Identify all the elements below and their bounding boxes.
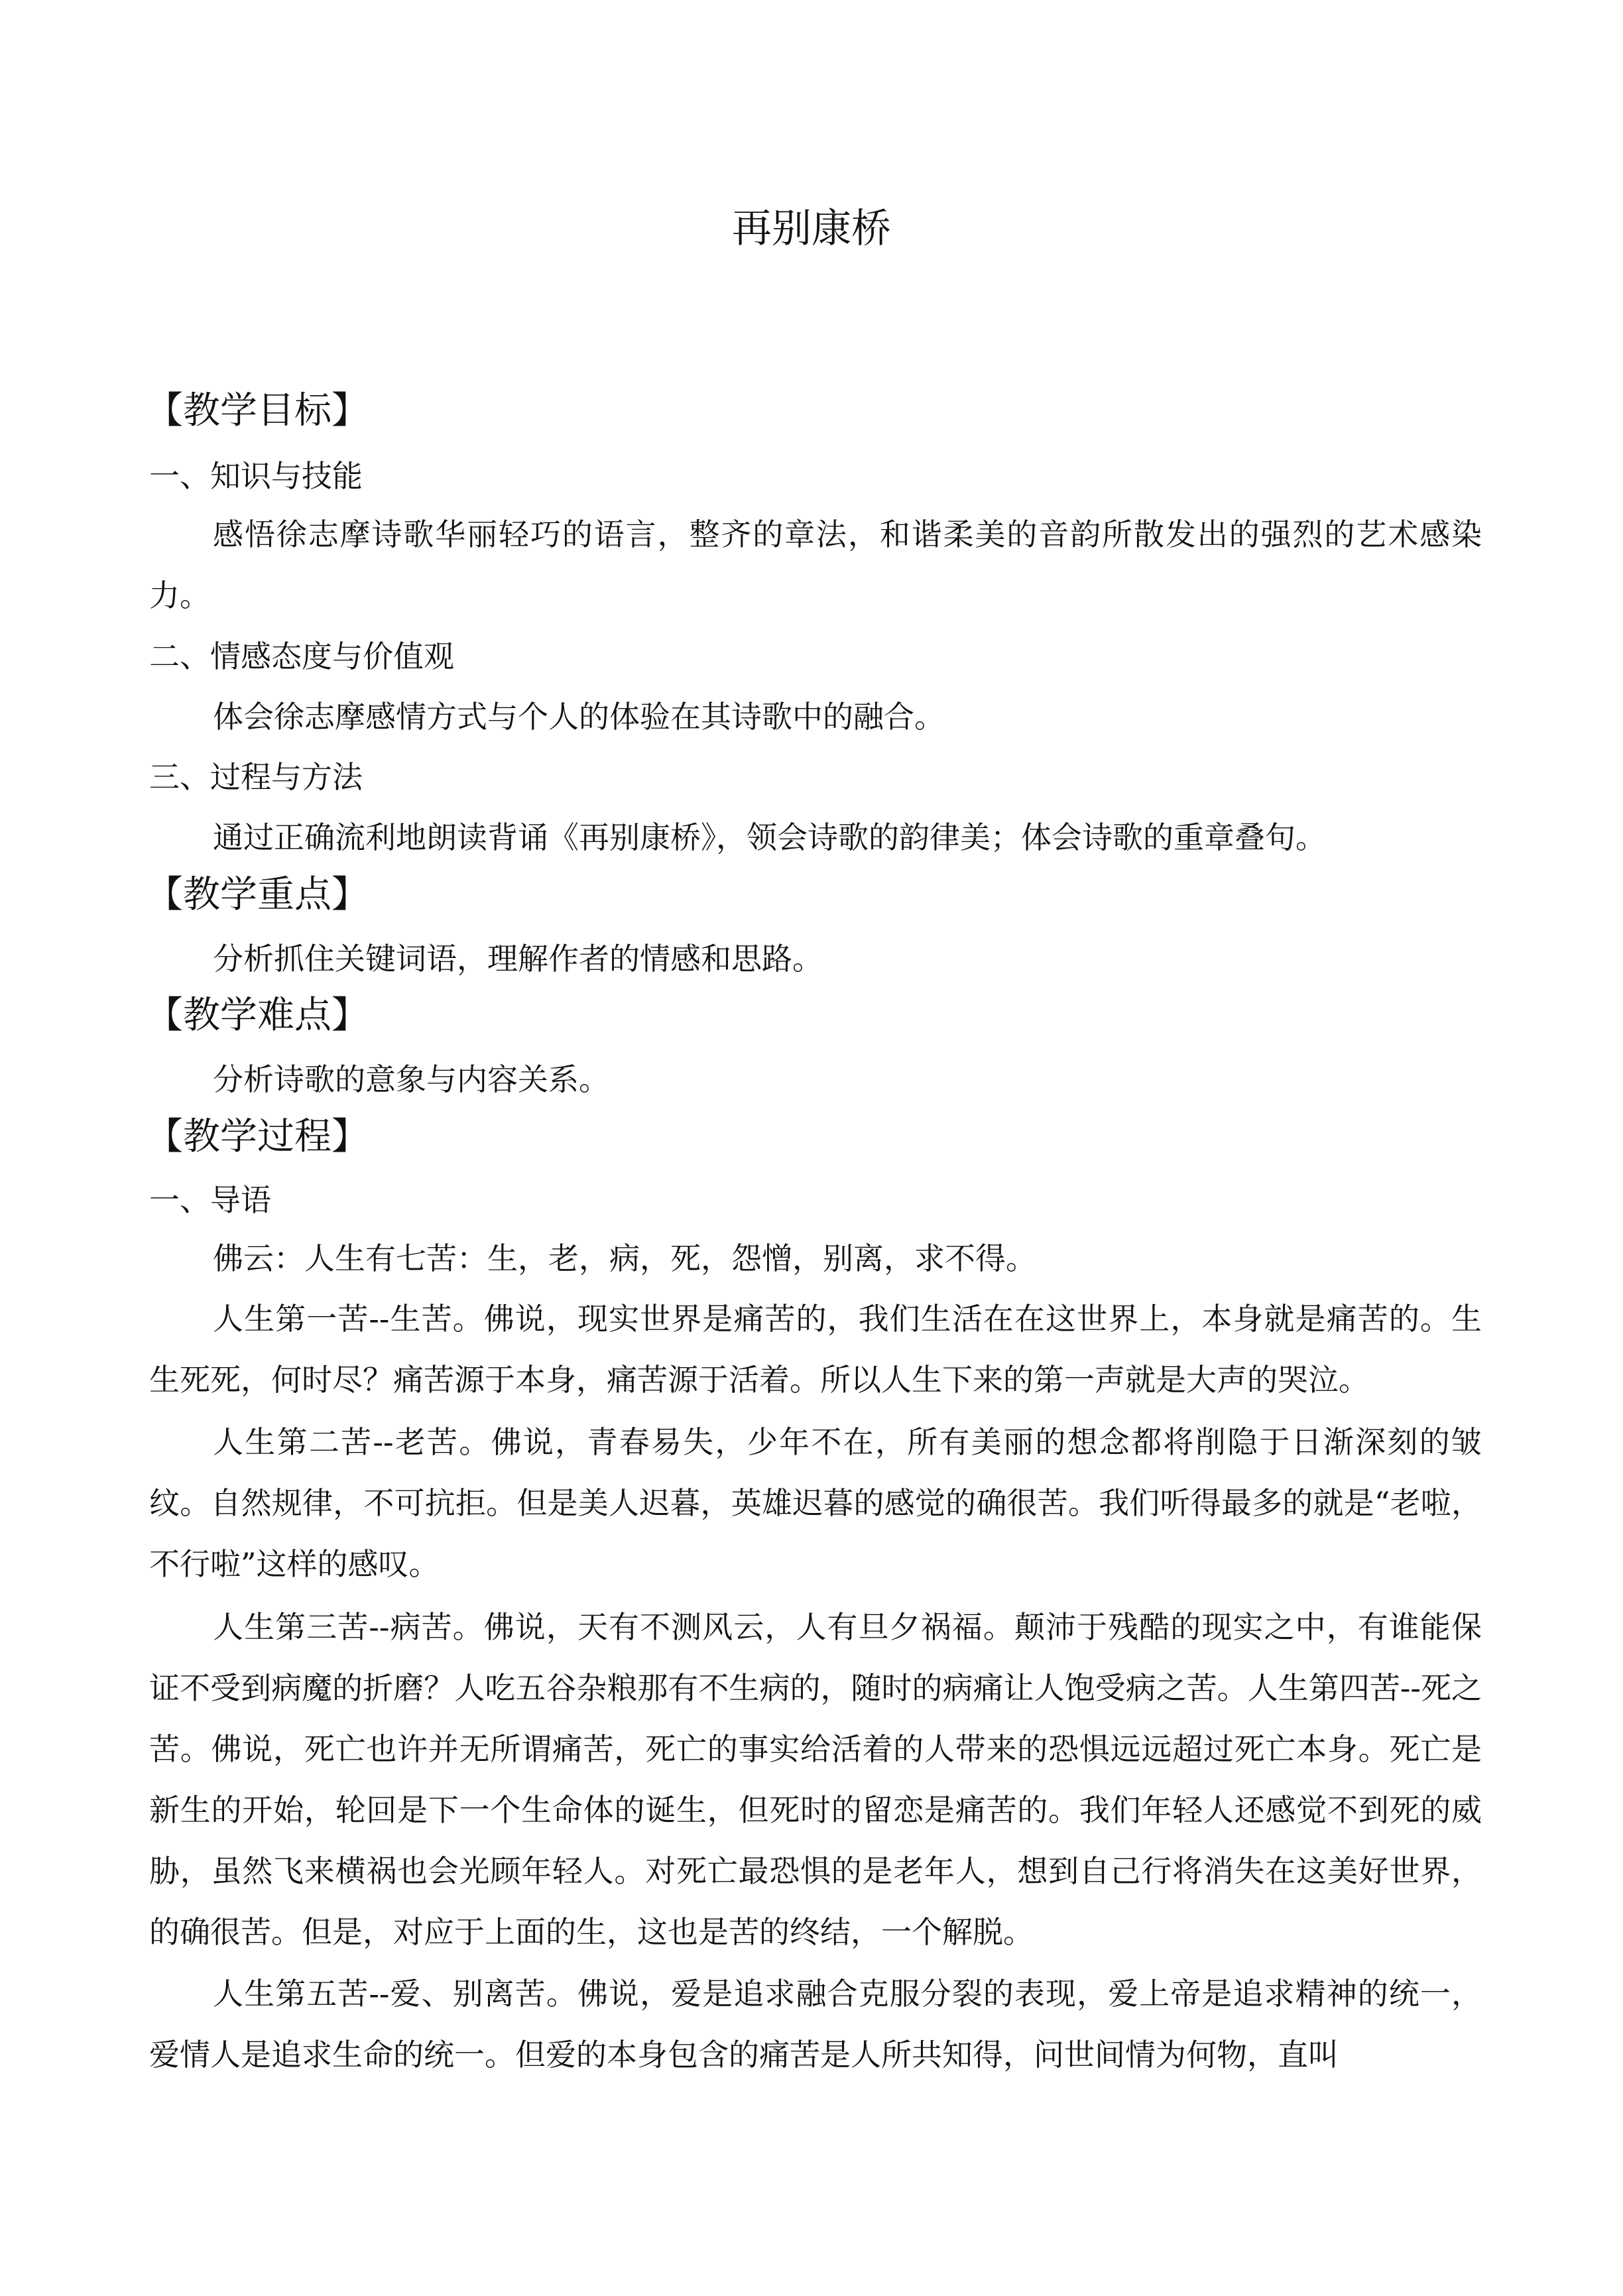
intro-title: 一、导语 [149, 1182, 271, 1218]
page-title: 再别康桥 [732, 206, 891, 252]
difficult-points-text: 分析诗歌的意象与内容关系。 [213, 1061, 609, 1097]
difficult-points-heading: 【教学难点】 [146, 994, 369, 1037]
intro-paragraph-4: 人生第三苦--病苦。佛说，天有不测风云，人有旦夕祸福。颠沛于残酷的现实之中，有谁能保证不受到病魔的折磨？人吃五谷杂粮那有不生病的，随时的病痛让人饱受病之苦。人生第四苦--死之苦。佛说，死亡也许并无所谓痛苦，死亡的事实给活着的人带来的恐惧远远超过死亡本身。死亡是新生的开始，轮回是下一个生命体的诞生，但死时的留恋是痛苦的。我们年轻人还感觉不到死的威胁，虽然飞来横祸也会光顾年轻人。对死亡最恐惧的是老年人，想到自己行将消失在这美好世界，的确很苦。但是，对应于上面的生，这也是苦的终结，一个解脱。 [149, 1609, 1482, 1950]
objective-3-title: 三、过程与方法 [149, 759, 363, 795]
objective-2-title: 二、情感态度与价值观 [149, 638, 454, 674]
intro-paragraph-1: 佛云：人生有七苦：生，老，病，死，怨憎，别离，求不得。 [213, 1240, 1036, 1276]
intro-paragraph-3: 人生第二苦--老苦。佛说，青春易失，少年不在，所有美丽的想念都将削隐于日渐深刻的皱纹。自然规律，不可抗拒。但是美人迟暮，英雄迟暮的感觉的确很苦。我们听得最多的就是“老啦，不行啦”这样的感叹。 [149, 1424, 1482, 1582]
key-points-text: 分析抓住关键词语，理解作者的情感和思路。 [213, 941, 823, 977]
objective-2-text: 体会徐志摩感情方式与个人的体验在其诗歌中的融合。 [213, 699, 945, 735]
process-heading: 【教学过程】 [146, 1115, 369, 1158]
objective-1-text: 感悟徐志摩诗歌华丽轻巧的语言，整齐的章法，和谐柔美的音韵所散发出的强烈的艺术感染力。 [149, 516, 1482, 613]
objective-3-text: 通过正确流利地朗读背诵《再别康桥》，领会诗歌的韵律美；体会诗歌的重章叠句。 [213, 819, 1326, 855]
intro-paragraph-5: 人生第五苦--爱、别离苦。佛说，爱是追求融合克服分裂的表现，爱上帝是追求精神的统一，爱情人是追求生命的统一。但爱的本身包含的痛苦是人所共知得，问世间情为何物，直叫 [149, 1976, 1482, 2073]
objective-1-title: 一、知识与技能 [149, 458, 363, 494]
key-points-heading: 【教学重点】 [146, 873, 369, 916]
objectives-heading: 【教学目标】 [146, 389, 369, 432]
intro-paragraph-2: 人生第一苦--生苦。佛说，现实世界是痛苦的，我们生活在在这世界上，本身就是痛苦的。生生死死，何时尽？痛苦源于本身，痛苦源于活着。所以人生下来的第一声就是大声的哭泣。 [149, 1301, 1482, 1398]
